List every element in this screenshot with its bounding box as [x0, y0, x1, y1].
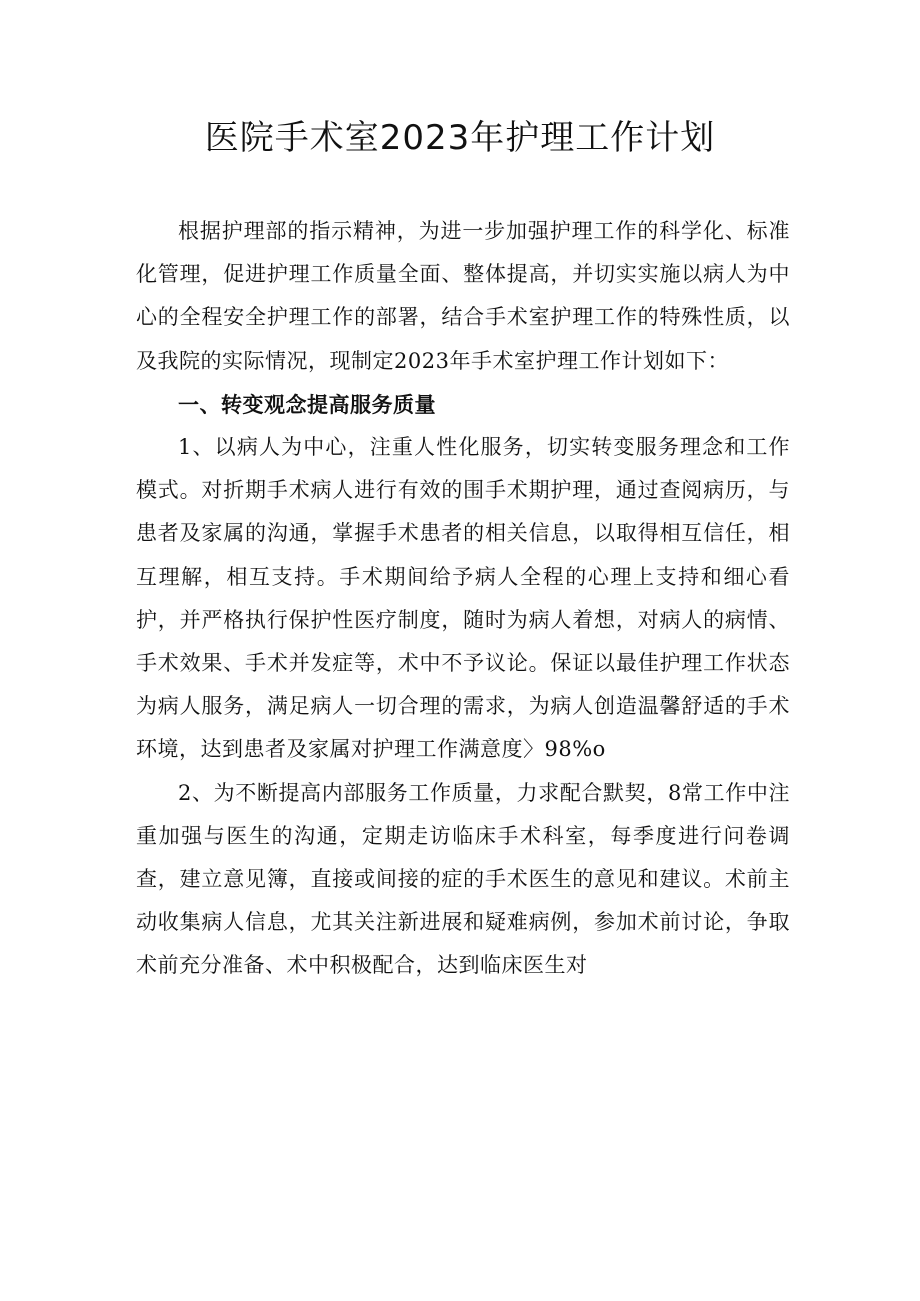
intro-paragraph: 根据护理部的指示精神，为进一步加强护理工作的科学化、标准化管理，促进护理工作质量全面、整体提高，并切实实施以病人为中心的全程安全护理工作的部署，结合手术室护理工作的特殊性质，以及我院的实际情况，现制定2023年手术室护理工作计划如下： [136, 219, 790, 373]
section-1-item-1-paragraph: 1、以病人为中心，注重人性化服务，切实转变服务理念和工作模式。对折期手术病人进行有效的围手术期护理，通过查阅病历，与患者及家属的沟通，掌握手术患者的相关信息，以取得相互信任，相互理解，相互支持。手术期间给予病人全程的心理上支持和细心看护，并严格执行保护性医疗制度，随时为病人着想，对病人的病情、手术效果、手术并发症等，术中不予议论。保证以最佳护理工作状态为病人服务，满足病人一切合理的需求，为病人创造温馨舒适的手术环境，达到患者及家属对护理工作满意度〉98%o [136, 435, 790, 762]
section-1-heading: 一、转变观念提高服务质量 [178, 391, 436, 417]
document-body [136, 210, 790, 988]
section-1-item-2-paragraph: 2、为不断提高内部服务工作质量，力求配合默契，8常工作中注重加强与医生的沟通，定期走访临床手术科室，每季度进行问卷调查，建立意见簿，直接或间接的症的手术医生的意见和建议。术前主动收集病人信息，尤其关注新进展和疑难病例，参加术前讨论，争取术前充分准备、术中积极配合，达到临床医生对 [136, 780, 790, 978]
document-title: 医院手术室2023年护理工作计划 [204, 118, 716, 158]
